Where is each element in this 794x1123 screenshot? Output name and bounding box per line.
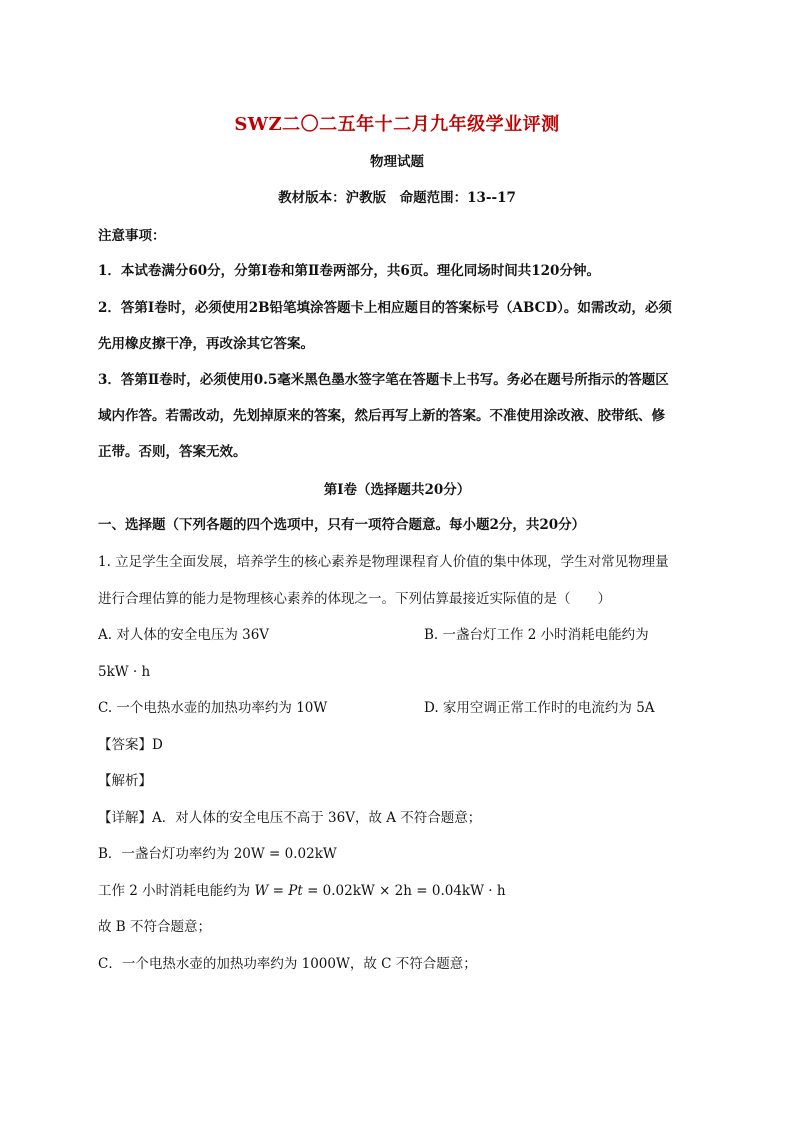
notice-item-2-line-1: 2．答第Ⅰ卷时，必须使用2B铅笔填涂答题卡上相应题目的答案标号（ABCD）。如需改动，必须 [98,300,672,316]
detail-b-calculation: = 0.02kW × 2h = 0.04kW · h [302,883,506,899]
detail-a: 【详解】A．对人体的安全电压不高于 36V，故 A 不符合题意； [98,810,482,826]
question-1-stem-line-2: 进行合理估算的能力是物理核心素养的体现之一。下列估算最接近实际值的是（ ） [98,591,611,607]
detail-b-prefix: 工作 2 小时消耗电能约为 [98,883,255,899]
option-b: B. 一盏台灯工作 2 小时消耗电能约为 [424,627,649,643]
energy-symbol: W [254,883,269,899]
option-a: A. 对人体的安全电压为 36V [98,627,270,643]
detail-b-line-1: B．一盏台灯功率约为 20W = 0.02kW [98,846,337,862]
question-1-stem-line-1: 1. 立足学生全面发展，培养学生的核心素养是物理课程育人价值的集中体现，学生对常见物理量 [98,554,669,570]
notice-item-2-line-2: 先用橡皮擦干净，再改涂其它答案。 [98,336,314,352]
page-title: SWZ二〇二五年十二月九年级学业评测 [234,114,560,135]
notice-item-3-line-2: 域内作答。若需改动，先划掉原来的答案，然后再写上新的答案。不准使用涂改液、胶带纸、修 [98,408,665,424]
answer-label: 【答案】D [98,737,163,753]
notice-heading: 注意事项： [98,228,166,244]
option-d: D. 家用空调正常工作时的电流约为 5A [424,700,655,716]
detail-b-line-2 [98,883,506,899]
subject-title: 物理试题 [370,154,424,170]
edition-line: 教材版本：沪教版 命题范围：13--17 [278,190,516,206]
part-heading: 一、选择题（下列各题的四个选项中，只有一项符合题意。每小题2分，共20分） [98,517,586,533]
notice-item-3-line-1: 3．答第Ⅱ卷时，必须使用0.5毫米黑色墨水签字笔在答题卡上书写。务必在题号所指示的答题区 [98,372,669,388]
power-time-symbol: Pt [288,883,303,899]
equals-sign: = [268,883,289,899]
section-title: 第Ⅰ卷（选择题共20分） [323,482,471,498]
notice-item-3-line-3: 正带。否则，答案无效。 [98,444,247,460]
option-b-continued: 5kW · h [98,664,151,680]
detail-c: C．一个电热水壶的加热功率约为 1000W，故 C 不符合题意； [98,956,477,972]
analysis-label: 【解析】 [98,773,152,789]
detail-b-line-3: 故 B 不符合题意； [98,919,212,935]
option-c: C. 一个电热水壶的加热功率约为 10W [98,700,328,716]
notice-item-1: 1．本试卷满分60分，分第Ⅰ卷和第Ⅱ卷两部分，共6页。理化同场时间共120分钟。 [98,263,600,279]
